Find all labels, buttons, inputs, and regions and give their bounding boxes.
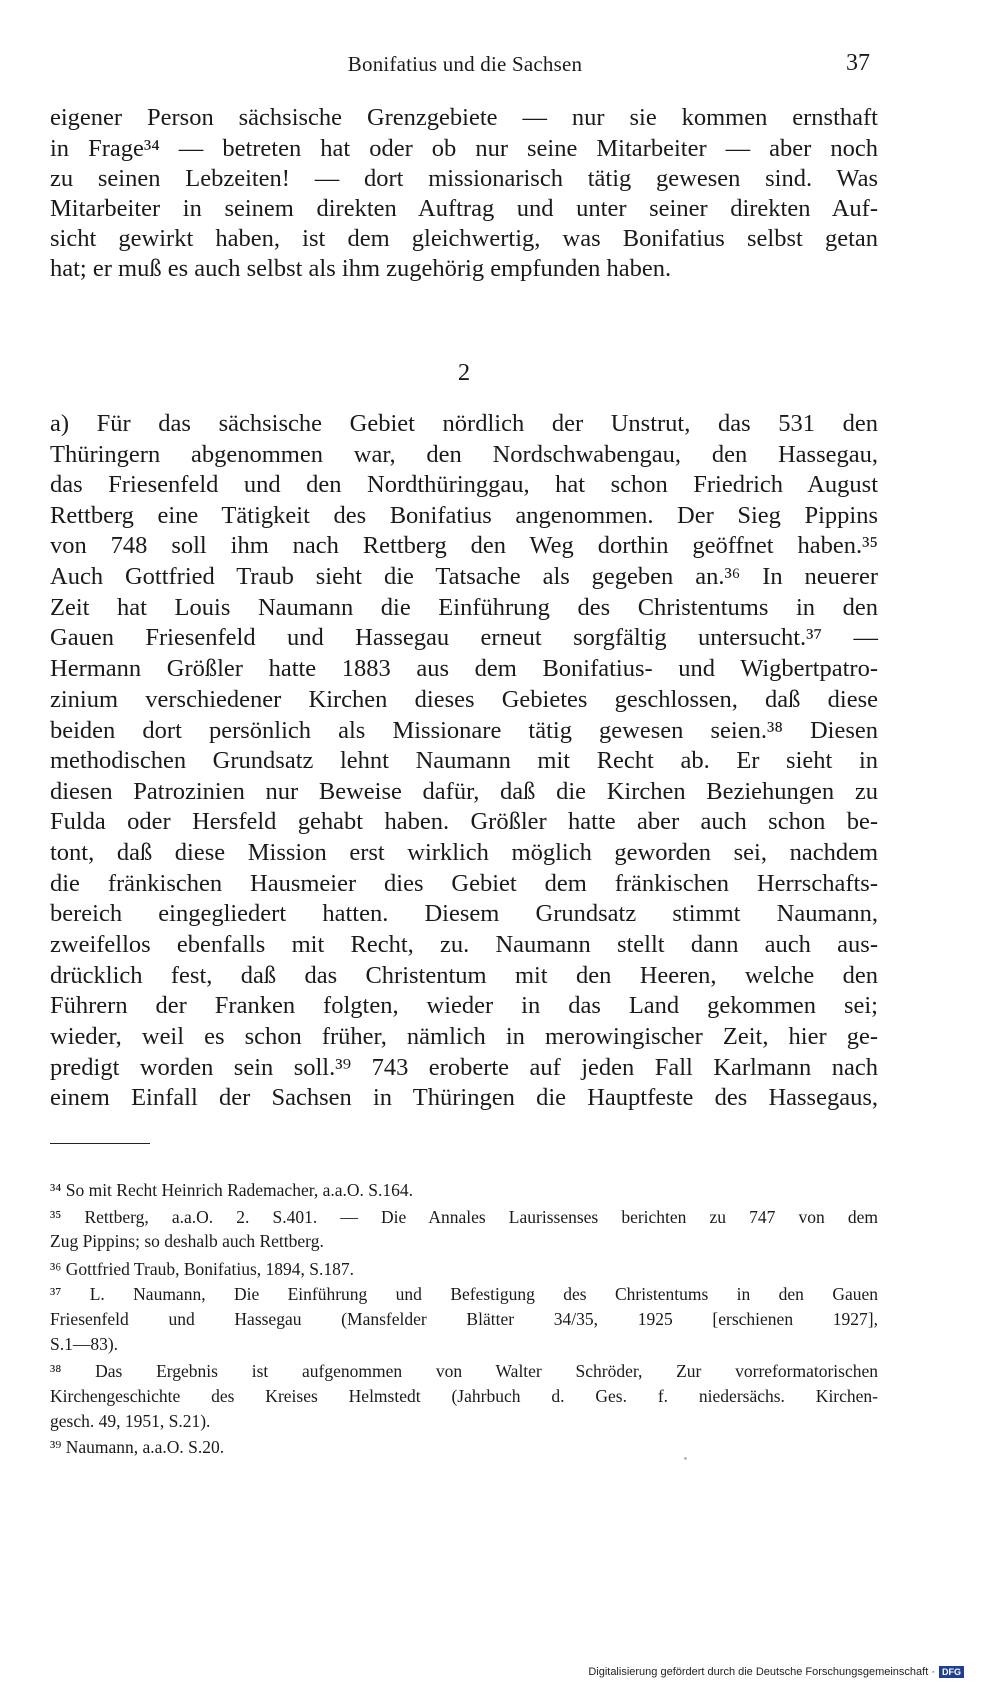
body-line: bereich eingegliedert hatten. Diesem Grundsatz stimmt Naumann, — [50, 900, 878, 927]
footnote-rule — [50, 1143, 150, 1144]
section-number: 2 — [457, 359, 471, 386]
body-line: in Frage³⁴ — betreten hat oder ob nur seine Mitarbeiter — aber noch — [50, 135, 878, 162]
body-line: das Friesenfeld und den Nordthüringgau, hat schon Friedrich August — [50, 471, 878, 498]
body-line: Mitarbeiter in seinem direkten Auftrag und unter seiner direkten Auf- — [50, 195, 878, 222]
body-line: Hermann Größler hatte 1883 aus dem Bonifatius- und Wigbertpatro- — [50, 655, 878, 682]
footnote-line: gesch. 49, 1951, S.21). — [50, 1411, 211, 1431]
body-line: von 748 soll ihm nach Rettberg den Weg dorthin geöffnet haben.³⁵ — [50, 532, 878, 559]
body-line: Zeit hat Louis Naumann die Einführung des Christentums in den — [50, 594, 878, 621]
body-line: diesen Patrozinien nur Beweise dafür, daß die Kirchen Beziehungen zu — [50, 778, 878, 805]
dfg-logo-icon: DFG — [939, 1666, 964, 1678]
body-line: Rettberg eine Tätigkeit des Bonifatius angenommen. Der Sieg Pippins — [50, 502, 878, 529]
footnote-line: ³⁶ Gottfried Traub, Bonifatius, 1894, S.187. — [50, 1259, 354, 1279]
footnote-line: ³⁹ Naumann, a.a.O. S.20. — [50, 1437, 225, 1457]
body-line: eigener Person sächsische Grenzgebiete — nur sie kommen ernsthaft — [50, 104, 878, 131]
body-line: drücklich fest, daß das Christentum mit den Heeren, welche den — [50, 962, 878, 989]
footnote-line: ³⁸ Das Ergebnis ist aufgenommen von Walter Schröder, Zur vorreformatorischen — [50, 1361, 878, 1381]
body-line: tont, daß diese Mission erst wirklich möglich geworden sei, nachdem — [50, 839, 878, 866]
footnote-line: Friesenfeld und Hassegau (Mansfelder Blätter 34/35, 1925 [erschienen 1927], — [50, 1309, 878, 1329]
footnote-line: ³⁷ L. Naumann, Die Einführung und Befestigung des Christentums in den Gauen — [50, 1284, 878, 1304]
body-line: zinium verschiedener Kirchen dieses Gebietes geschlossen, daß diese — [50, 686, 878, 713]
body-line: methodischen Grundsatz lehnt Naumann mit Recht ab. Er sieht in — [50, 747, 878, 774]
digitization-credit — [588, 1666, 964, 1678]
footnote-line: Kirchengeschichte des Kreises Helmstedt (Jahrbuch d. Ges. f. niedersächs. Kirchen- — [50, 1386, 878, 1406]
body-line: zu seinen Lebzeiten! — dort missionarisch tätig gewesen sind. Was — [50, 165, 878, 192]
page-number: 37 — [846, 50, 870, 76]
scan-speck — [684, 1457, 687, 1460]
body-line: die fränkischen Hausmeier dies Gebiet dem fränkischen Herrschafts- — [50, 870, 878, 897]
footnote-line: ³⁵ Rettberg, a.a.O. 2. S.401. — Die Annales Laurissenses berichten zu 747 von dem — [50, 1207, 878, 1227]
body-line: Gauen Friesenfeld und Hassegau erneut sorgfältig untersucht.³⁷ — — [50, 624, 878, 651]
credit-text: Digitalisierung gefördert durch die Deutsche Forschungsgemeinschaft · — [588, 1665, 935, 1678]
body-line: Thüringern abgenommen war, den Nordschwabengau, den Hassegau, — [50, 441, 878, 468]
body-line: predigt worden sein soll.³⁹ 743 eroberte auf jeden Fall Karlmann nach — [50, 1054, 878, 1081]
body-line: Fulda oder Hersfeld gehabt haben. Größler hatte aber auch schon be- — [50, 808, 878, 835]
body-line: Führern der Franken folgten, wieder in das Land gekommen sei; — [50, 992, 878, 1019]
body-line: sicht gewirkt haben, ist dem gleichwertig, was Bonifatius selbst getan — [50, 225, 878, 252]
body-line: wieder, weil es schon früher, nämlich in merowingischer Zeit, hier ge- — [50, 1023, 878, 1050]
footnote-line: S.1—83). — [50, 1334, 119, 1354]
body-line: hat; er muß es auch selbst als ihm zugehörig empfunden haben. — [50, 255, 672, 282]
footnote-line: Zug Pippins; so deshalb auch Rettberg. — [50, 1231, 324, 1251]
body-line: beiden dort persönlich als Missionare tätig gewesen seien.³⁸ Diesen — [50, 717, 878, 744]
running-title: Bonifatius und die Sachsen — [347, 52, 583, 76]
body-line: zweifellos ebenfalls mit Recht, zu. Naumann stellt dann auch aus- — [50, 931, 878, 958]
footnote-line: ³⁴ So mit Recht Heinrich Rademacher, a.a.O. S.164. — [50, 1180, 413, 1200]
body-line: einem Einfall der Sachsen in Thüringen die Hauptfeste des Hassegaus, — [50, 1084, 878, 1111]
body-line: Auch Gottfried Traub sieht die Tatsache als gegeben an.³⁶ In neuerer — [50, 563, 878, 590]
body-line: a) Für das sächsische Gebiet nördlich der Unstrut, das 531 den — [50, 410, 878, 437]
